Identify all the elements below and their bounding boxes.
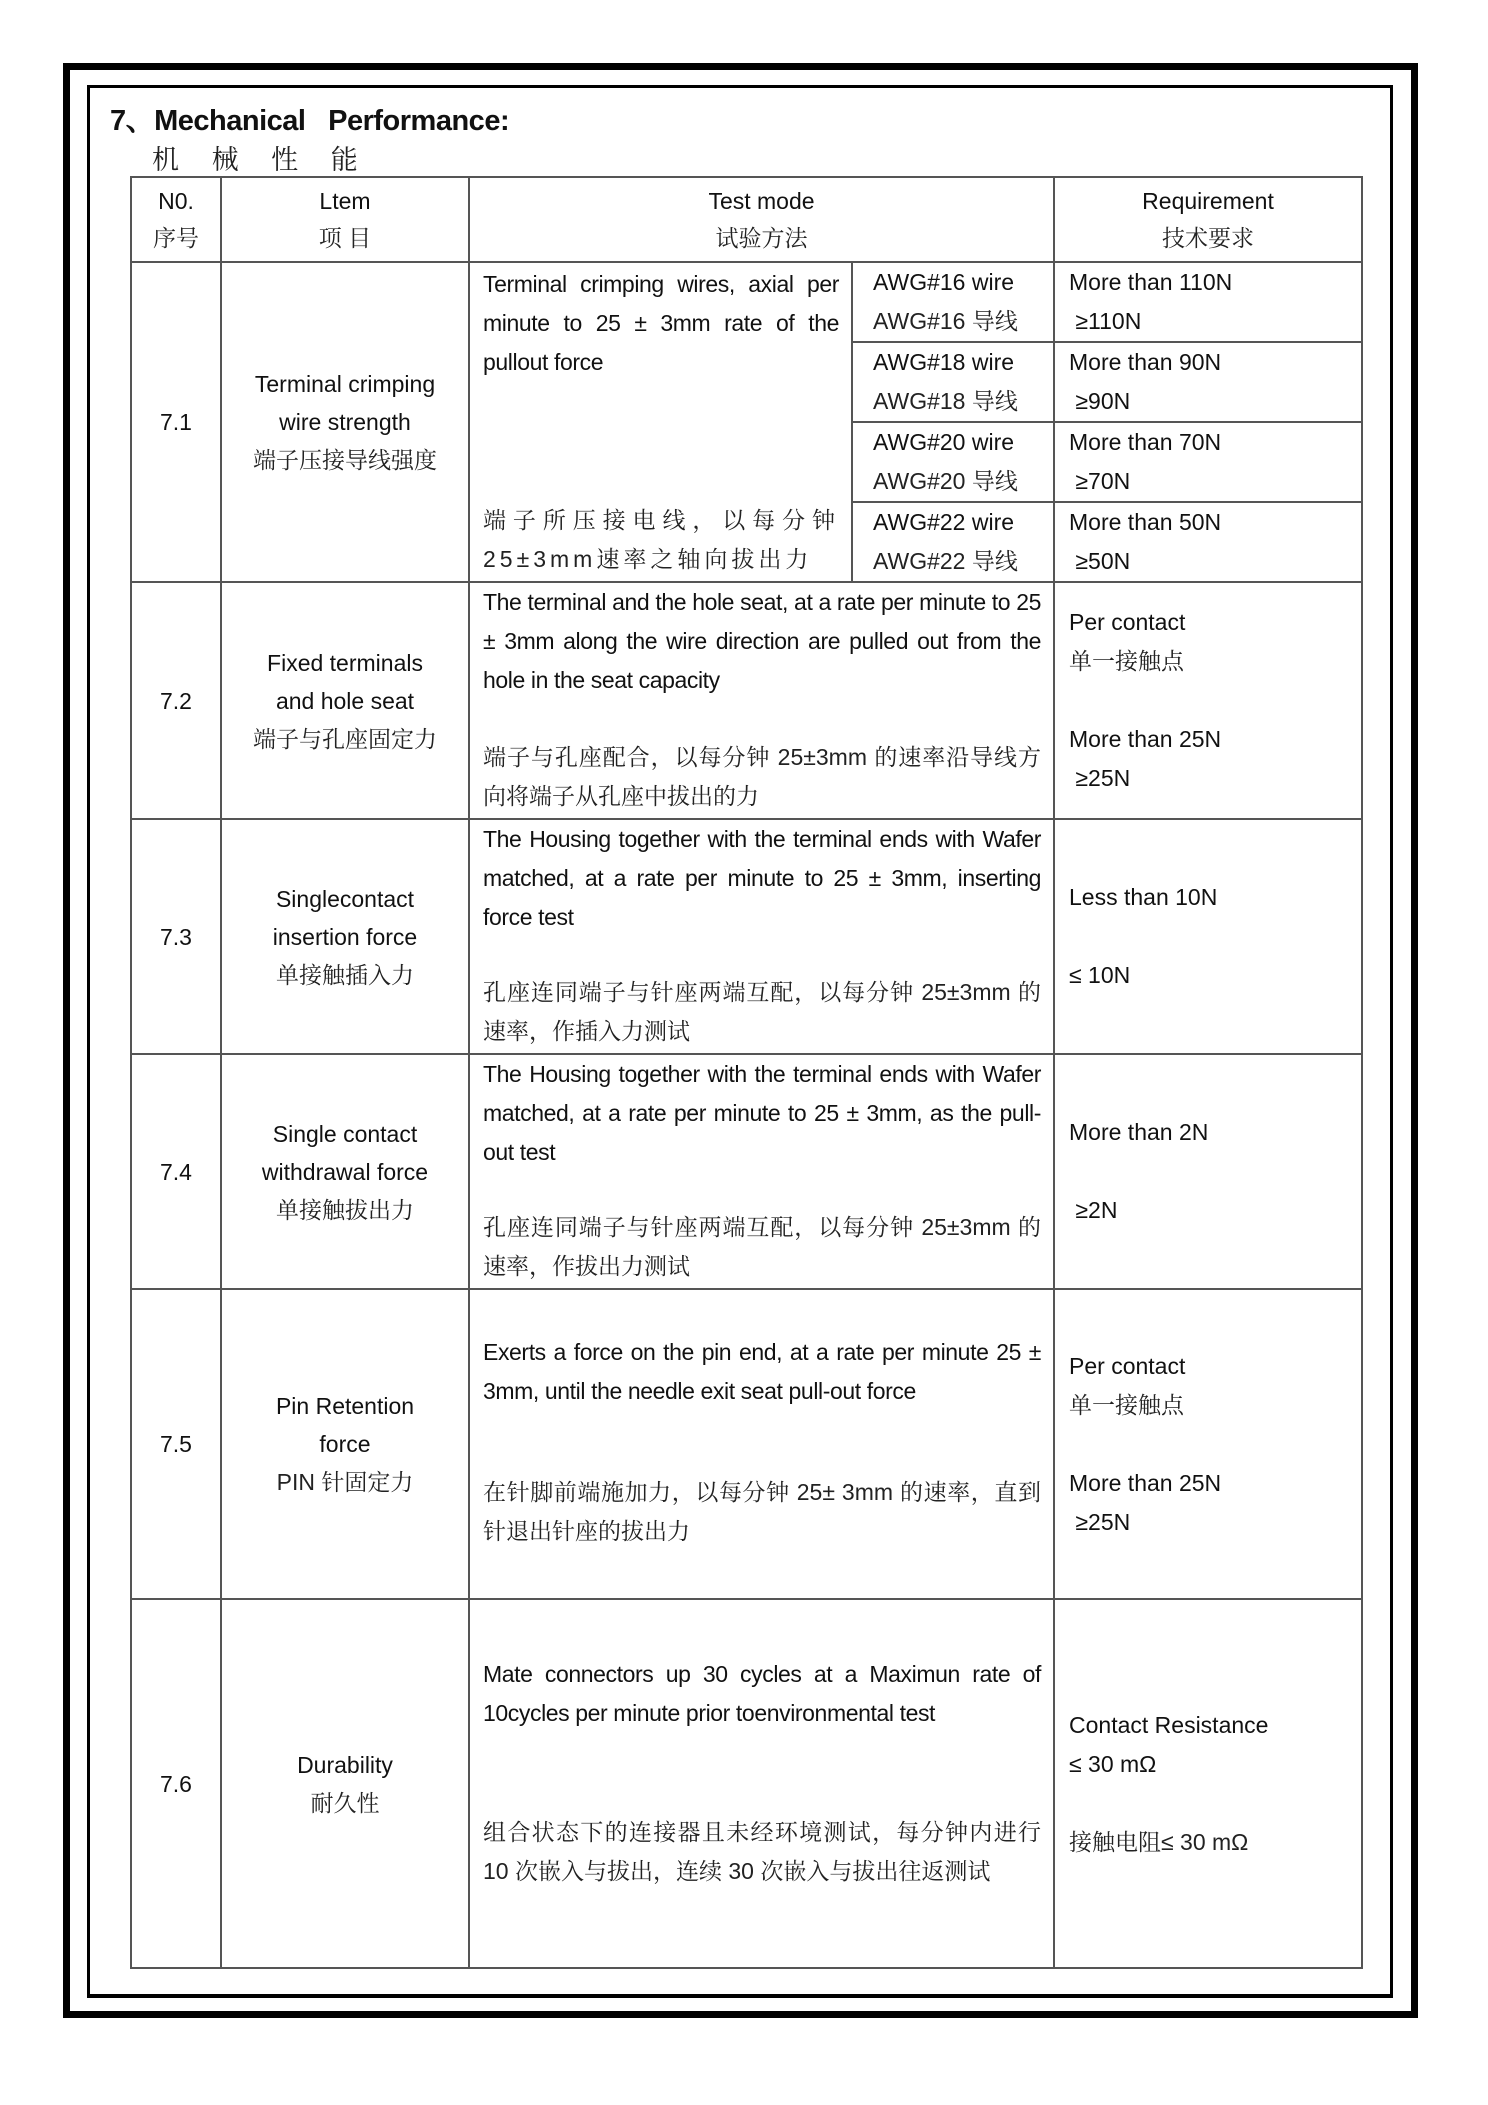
test-mode-zh: 端子所压接电线，以每分钟 25±3mm速率之轴向拔出力 <box>483 507 839 572</box>
test-mode-zh: 孔座连同端子与针座两端互配，以每分钟 25±3mm 的速率，作拔出力测试 <box>483 1214 1042 1279</box>
test-mode-en: The Housing together with the terminal ends with Wafer matched, at a rate per minute to 25 ± 3mm, as the pull-out test <box>483 1061 1042 1165</box>
req-line-1: Per contact <box>1069 1352 1186 1379</box>
item-zh: PIN 针固定力 <box>276 1469 414 1495</box>
row-test-mode <box>469 819 1054 1054</box>
item-en-line-2: withdrawal force <box>261 1158 429 1185</box>
wire-en: AWG#18 wire <box>873 349 1015 375</box>
awg-wire-cell <box>852 262 1054 342</box>
item-zh: 端子压接导线强度 <box>253 447 437 473</box>
item-en-line-1: Fixed terminals <box>267 649 423 676</box>
row-number: 7.2 <box>131 582 221 819</box>
req-line-3: More than 25N <box>1069 1469 1222 1496</box>
requirement-cell <box>1054 342 1362 422</box>
row-item <box>221 262 469 582</box>
req-line-2: 单一接触点 <box>1069 648 1185 674</box>
req-line-1: Contact Resistance <box>1069 1711 1269 1738</box>
req-line-3: More than 25N <box>1069 726 1222 752</box>
wire-en: AWG#16 wire <box>873 269 1015 295</box>
awg-wire-cell <box>852 342 1054 422</box>
req-en: More than 110N <box>1069 269 1233 295</box>
header-item <box>221 177 469 262</box>
header-requirement <box>1054 177 1362 262</box>
section-title-chinese: 机 械 性 能 <box>152 145 370 176</box>
header-test-mode-zh: 试验方法 <box>715 224 808 251</box>
wire-zh: AWG#20 导线 <box>873 468 1018 494</box>
table-row <box>131 819 1362 1054</box>
row-number: 7.6 <box>131 1599 221 1968</box>
wire-zh: AWG#18 导线 <box>873 388 1018 414</box>
item-en-line-2: wire strength <box>279 409 411 435</box>
wire-zh: AWG#16 导线 <box>873 308 1018 334</box>
requirement-cell <box>1054 582 1362 819</box>
row-test-mode <box>469 1289 1054 1599</box>
req-line-2: ≤ 10N <box>1069 962 1131 988</box>
test-mode-en: The Housing together with the terminal ends with Wafer matched, at a rate per minute to 25 ± 3mm, inserting force test <box>483 826 1042 930</box>
table-row <box>131 1054 1362 1289</box>
table-row <box>131 1289 1362 1599</box>
item-en: Durability <box>297 1751 393 1778</box>
row-item <box>221 1599 469 1968</box>
row-number: 7.4 <box>131 1054 221 1289</box>
req-en: More than 70N <box>1069 429 1222 455</box>
req-symbol: ≥110N <box>1069 308 1142 334</box>
item-en-line-1: Singlecontact <box>275 885 415 912</box>
req-line-1: Per contact <box>1069 609 1186 635</box>
test-mode-zh: 端子与孔座配合，以每分钟 25±3mm 的速率沿导线方向将端子从孔座中拔出的力 <box>483 744 1042 809</box>
header-no-zh: 序号 <box>153 224 199 251</box>
row-item <box>221 582 469 819</box>
test-mode-en: Exerts a force on the pin end, at a rate per minute 25 ± 3mm, until the needle exit seat pull-out force <box>483 1339 1042 1404</box>
row-item <box>221 1289 469 1599</box>
table-row <box>131 1599 1362 1968</box>
header-test-mode <box>469 177 1054 262</box>
test-mode-zh: 孔座连同端子与针座两端互配，以每分钟 25±3mm 的速率，作插入力测试 <box>483 979 1042 1044</box>
header-item-en: Ltem <box>319 187 371 214</box>
header-test-mode-en: Test mode <box>708 187 815 214</box>
requirement-cell <box>1054 819 1362 1054</box>
requirement-cell <box>1054 262 1362 342</box>
table-row <box>131 582 1362 819</box>
mechanical-performance-table <box>130 176 1363 1969</box>
req-en: More than 90N <box>1069 349 1222 375</box>
header-item-zh: 项 目 <box>318 224 372 251</box>
req-line-2: 单一接触点 <box>1069 1391 1185 1418</box>
row-number: 7.3 <box>131 819 221 1054</box>
header-no-en: N0. <box>158 187 194 214</box>
req-symbol: ≥50N <box>1069 548 1131 574</box>
row-item <box>221 819 469 1054</box>
req-line-4: ≥25N <box>1069 765 1131 791</box>
item-en-line-1: Single contact <box>272 1120 418 1147</box>
test-mode-zh: 在针脚前端施加力，以每分钟 25± 3mm 的速率，直到针退出针座的拔出力 <box>483 1479 1042 1544</box>
table-row <box>131 262 1362 342</box>
requirement-cell <box>1054 502 1362 582</box>
item-en-line-1: Terminal crimping <box>254 371 436 397</box>
test-mode-zh: 组合状态下的连接器且未经环境测试，每分钟内进行 10 次嵌入与拔出，连续 30 次嵌入与拔出往返测试 <box>483 1819 1042 1884</box>
req-line-4: ≥25N <box>1069 1508 1131 1535</box>
item-en-line-2: and hole seat <box>275 687 415 714</box>
requirement-cell <box>1054 1289 1362 1599</box>
row-test-mode <box>469 582 1054 819</box>
test-mode-en: Terminal crimping wires, axial per minute to 25 ± 3mm rate of the pullout force <box>483 271 839 375</box>
item-zh: 端子与孔座固定力 <box>253 725 437 752</box>
table-header-row <box>131 177 1362 262</box>
item-en-line-2: insertion force <box>272 923 418 950</box>
requirement-cell <box>1054 1054 1362 1289</box>
row-test-mode <box>469 262 852 582</box>
test-mode-en: The terminal and the hole seat, at a rate per minute to 25 ± 3mm along the wire direction are pulled out from the hole in the seat capacity <box>483 589 1042 693</box>
wire-zh: AWG#22 导线 <box>873 548 1018 574</box>
item-zh: 单接触插入力 <box>276 961 414 988</box>
requirement-cell <box>1054 422 1362 502</box>
req-symbol: ≥90N <box>1069 388 1131 414</box>
awg-wire-cell <box>852 502 1054 582</box>
row-item <box>221 1054 469 1289</box>
row-test-mode <box>469 1054 1054 1289</box>
req-line-3: 接触电阻≤ 30 mΩ <box>1069 1828 1249 1855</box>
req-line-2: ≤ 30 mΩ <box>1069 1750 1157 1777</box>
req-symbol: ≥70N <box>1069 468 1131 494</box>
row-number: 7.5 <box>131 1289 221 1599</box>
wire-en: AWG#22 wire <box>873 509 1015 535</box>
test-mode-en: Mate connectors up 30 cycles at a Maximun rate of 10cycles per minute prior toenvironmental test <box>483 1661 1042 1726</box>
header-no <box>131 177 221 262</box>
item-zh: 耐久性 <box>310 1789 380 1816</box>
req-en: More than 50N <box>1069 509 1222 535</box>
section-title: 7、Mechanical Performance: <box>110 105 510 137</box>
header-requirement-zh: 技术要求 <box>1162 224 1255 251</box>
item-en-line-2: force <box>319 1431 371 1457</box>
header-requirement-en: Requirement <box>1142 187 1274 214</box>
requirement-cell <box>1054 1599 1362 1968</box>
wire-en: AWG#20 wire <box>873 429 1015 455</box>
item-en-line-1: Pin Retention <box>275 1393 415 1419</box>
item-zh: 单接触拔出力 <box>276 1196 414 1223</box>
req-line-1: More than 2N <box>1069 1119 1209 1145</box>
row-number: 7.1 <box>131 262 221 582</box>
req-line-2: ≥2N <box>1069 1197 1118 1223</box>
row-test-mode <box>469 1599 1054 1968</box>
awg-wire-cell <box>852 422 1054 502</box>
req-line-1: Less than 10N <box>1069 884 1218 910</box>
